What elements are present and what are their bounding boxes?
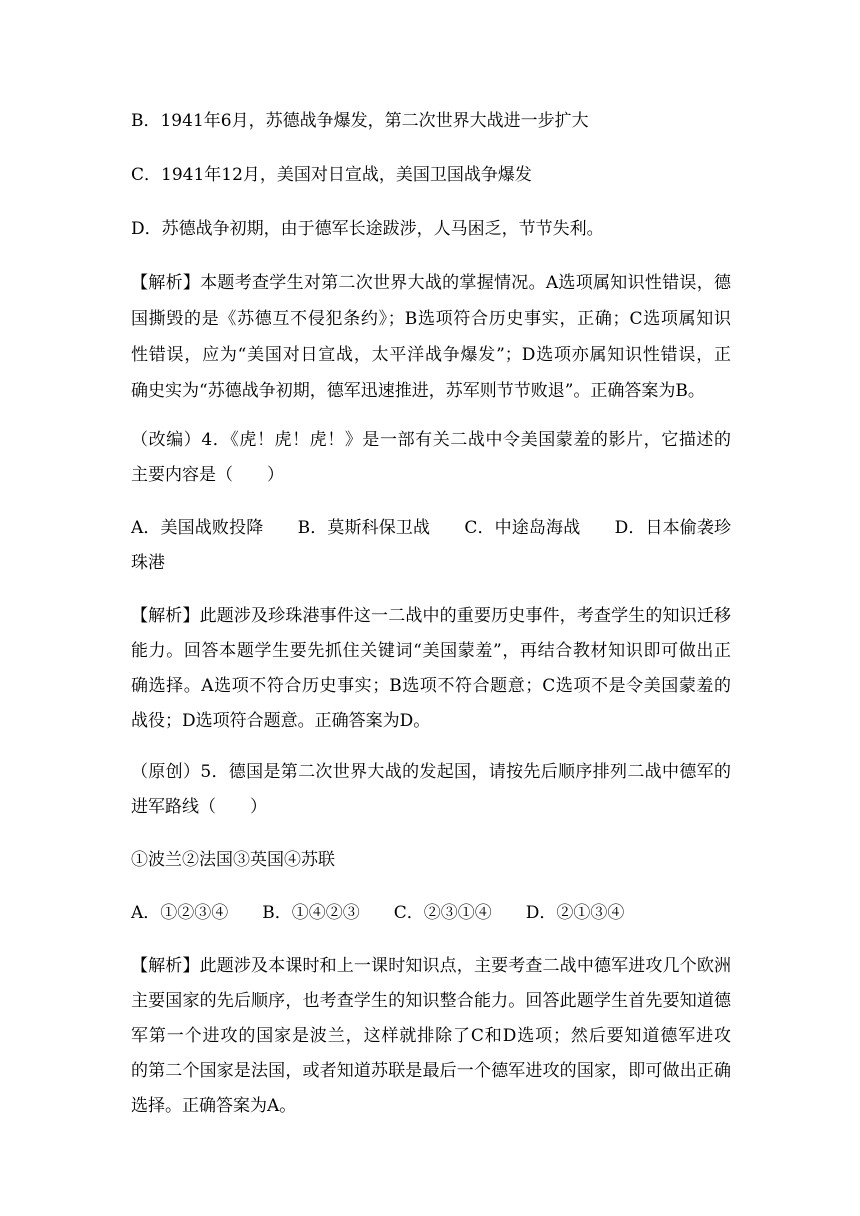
q5-analysis-line: 主要国家的先后顺序，也考查学生的知识整合能力。回答此题学生首先要知道德 [131, 991, 731, 1011]
q5-stem-line: 进军路线（ ） [131, 797, 267, 817]
q5-analysis-line: 军第一个进攻的国家是波兰，这样就排除了C和D选项；然后要知道德军进攻 [131, 1026, 731, 1046]
q3-option-d: D．苏德战争初期，由于德军长途跋涉，人马困乏，节节失利。 [131, 219, 604, 239]
q4-analysis-line: 能力。回答本题学生要先抓住关键词“美国蒙羞”，再结合教材知识即可做出正 [131, 641, 731, 661]
q3-option-b: B．1941年6月，苏德战争爆发，第二次世界大战进一步扩大 [131, 111, 589, 131]
q3-analysis-line: 性错误，应为“美国对日宣战，太平洋战争爆发”；D选项亦属知识性错误，正 [131, 345, 731, 365]
q4-analysis-line: 战役；D选项符合题意。正确答案为D。 [131, 711, 431, 731]
q5-options: A．①②③④ B．①④②③ C．②③①④ D．②①③④ [131, 903, 625, 923]
q5-items: ①波兰②法国③英国④苏联 [131, 850, 335, 870]
q4-analysis-line: 【解析】此题涉及珍珠港事件这一二战中的重要历史事件，考查学生的知识迁移 [131, 606, 731, 626]
q4-stem-line: 主要内容是（ ） [131, 465, 284, 485]
q4-analysis-line: 确选择。A选项不符合历史事实；B选项不符合题意；C选项不是令美国蒙羞的 [131, 676, 731, 696]
q5-stem-line: （原创）5．德国是第二次世界大战的发起国，请按先后顺序排列二战中德军的 [131, 762, 731, 782]
q5-analysis-line: 选择。正确答案为A。 [131, 1096, 297, 1116]
q4-options-line: 珠港 [131, 553, 165, 573]
q4-options-line: A．美国战败投降 B．莫斯科保卫战 C．中途岛海战 D．日本偷袭珍 [131, 518, 731, 538]
q4-stem-line: （改编）4．《虎！虎！虎！》是一部有关二战中令美国蒙羞的影片，它描述的 [131, 430, 731, 450]
q5-analysis-line: 的第二个国家是法国，或者知道苏联是最后一个德军进攻的国家，即可做出正确 [131, 1061, 731, 1081]
q3-analysis-line: 确史实为“苏德战争初期，德军迅速推进，苏军则节节败退”。正确答案为B。 [131, 381, 705, 401]
q3-analysis-line: 【解析】本题考查学生对第二次世界大战的掌握情况。A选项属知识性错误，德 [131, 273, 731, 293]
q3-analysis-line: 国撕毁的是《苏德互不侵犯条约》；B选项符合历史事实，正确；C选项属知识 [131, 309, 731, 329]
q5-analysis-line: 【解析】此题涉及本课时和上一课时知识点，主要考查二战中德军进攻几个欧洲 [131, 956, 731, 976]
q3-option-c: C．1941年12月，美国对日宣战，美国卫国战争爆发 [131, 165, 532, 185]
